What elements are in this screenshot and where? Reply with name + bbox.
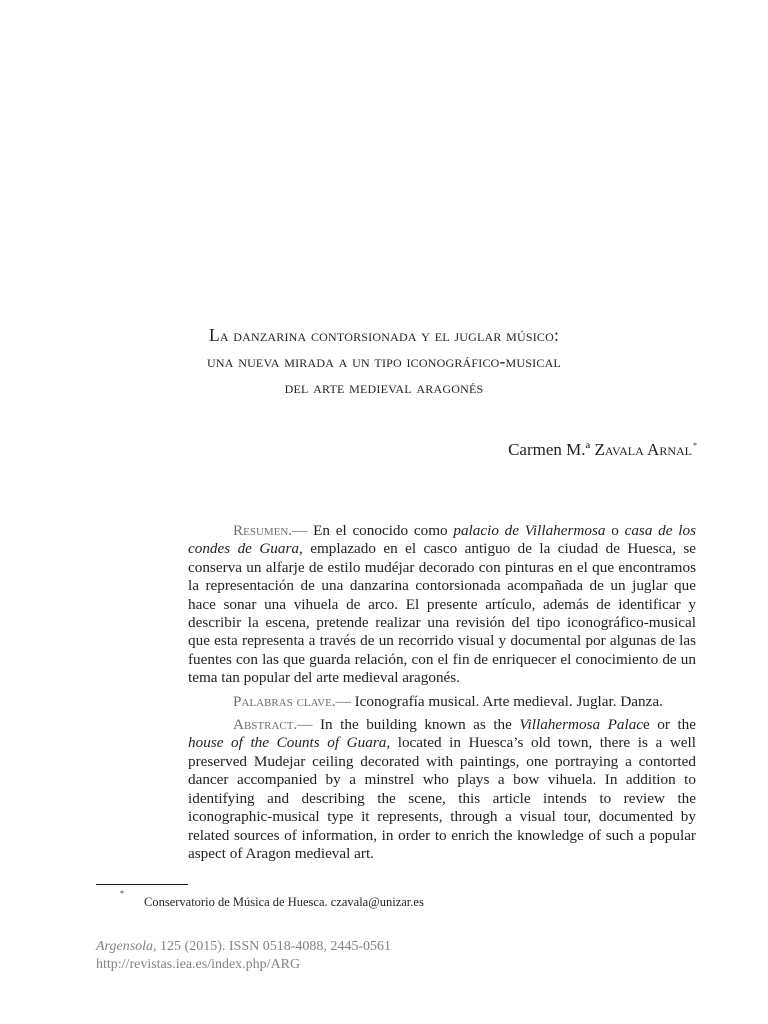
author-first-name: Carmen M.ª — [508, 440, 591, 459]
abstract-text-1: In the building known as the — [312, 716, 520, 734]
keywords-paragraph — [188, 693, 696, 711]
english-abstract-paragraph — [188, 716, 696, 863]
title-line-2: una nueva mirada a un tipo iconográfico-musical — [207, 351, 561, 371]
journal-citation — [96, 938, 391, 956]
resumen-text-1: En el conocido como — [307, 522, 454, 539]
author-last-name: Zavala Arnal — [594, 440, 692, 459]
author-line — [508, 440, 697, 460]
abstract-section — [188, 522, 696, 863]
title-line-1: La danzarina contorsionada y el juglar músico: — [208, 325, 560, 345]
resumen-label: Resumen.— — [233, 522, 308, 539]
abstract-text-3: , located in Huesca’s old town, there is a well preserved Mudejar ceiling decorated with paintings, one portraying a contorted dancer accompanied by a minstrel who plays a bow vihuela. In addition to identifying and describing the scene, this article intends to review the iconographic-musical type it represents, through a visual tour, documented by related sources of information, in order to enrich the knowledge of such a popular aspect of Aragon medieval art. — [188, 734, 696, 862]
footnote-rule — [96, 884, 188, 885]
resumen-paragraph — [188, 522, 696, 688]
resumen-italic-2: casa de los condes de Guara — [188, 522, 696, 558]
journal-url[interactable]: http://revistas.iea.es/index.php/ARG — [96, 957, 301, 972]
footnote-text: Conservatorio de Música de Huesca. czavala@unizar.es — [144, 895, 424, 909]
resumen-italic-1: palacio de Villahermosa — [453, 522, 606, 539]
keywords-label: Palabras clave.— — [233, 692, 351, 710]
footnote — [120, 889, 424, 910]
abstract-italic-1: Villahermosa Palac — [519, 716, 644, 734]
journal-details: , 125 (2015). ISSN 0518-4088, 2445-0561 — [153, 939, 392, 954]
resumen-text-2: o — [605, 522, 625, 539]
footnote-mark: * — [120, 889, 124, 898]
abstract-text-2: e or the — [643, 716, 697, 734]
abstract-italic-2: house of the Counts of Guara — [188, 734, 387, 752]
article-title — [96, 322, 672, 400]
resumen-text-3: , emplazado en el casco antiguo de la ciudad de Huesca, se conserva un alfarje de estilo mudéjar decorado con pinturas en el que encontramos la representación de una danzarina contorsionada acompañada de un juglar que hace sonar una vihuela de arco. El presente artículo, además de identificar y describir la escena, pretende realizar una revisión del tipo iconográfico-musical que esta representa a través de un recorrido visual y documental por algunas de las fuentes con las que guarda relación, con el fin de enriquecer el conocimiento de un tema tan popular del arte medieval aragonés. — [188, 540, 696, 687]
abstract-label: Abstract.— — [233, 716, 313, 734]
title-line-3: del arte medieval aragonés — [284, 377, 484, 397]
keywords-text: Iconografía musical. Arte medieval. Juglar. Danza. — [350, 692, 663, 710]
journal-info — [96, 938, 391, 974]
author-footnote-mark: * — [693, 441, 697, 450]
journal-name: Argensola — [96, 939, 154, 954]
